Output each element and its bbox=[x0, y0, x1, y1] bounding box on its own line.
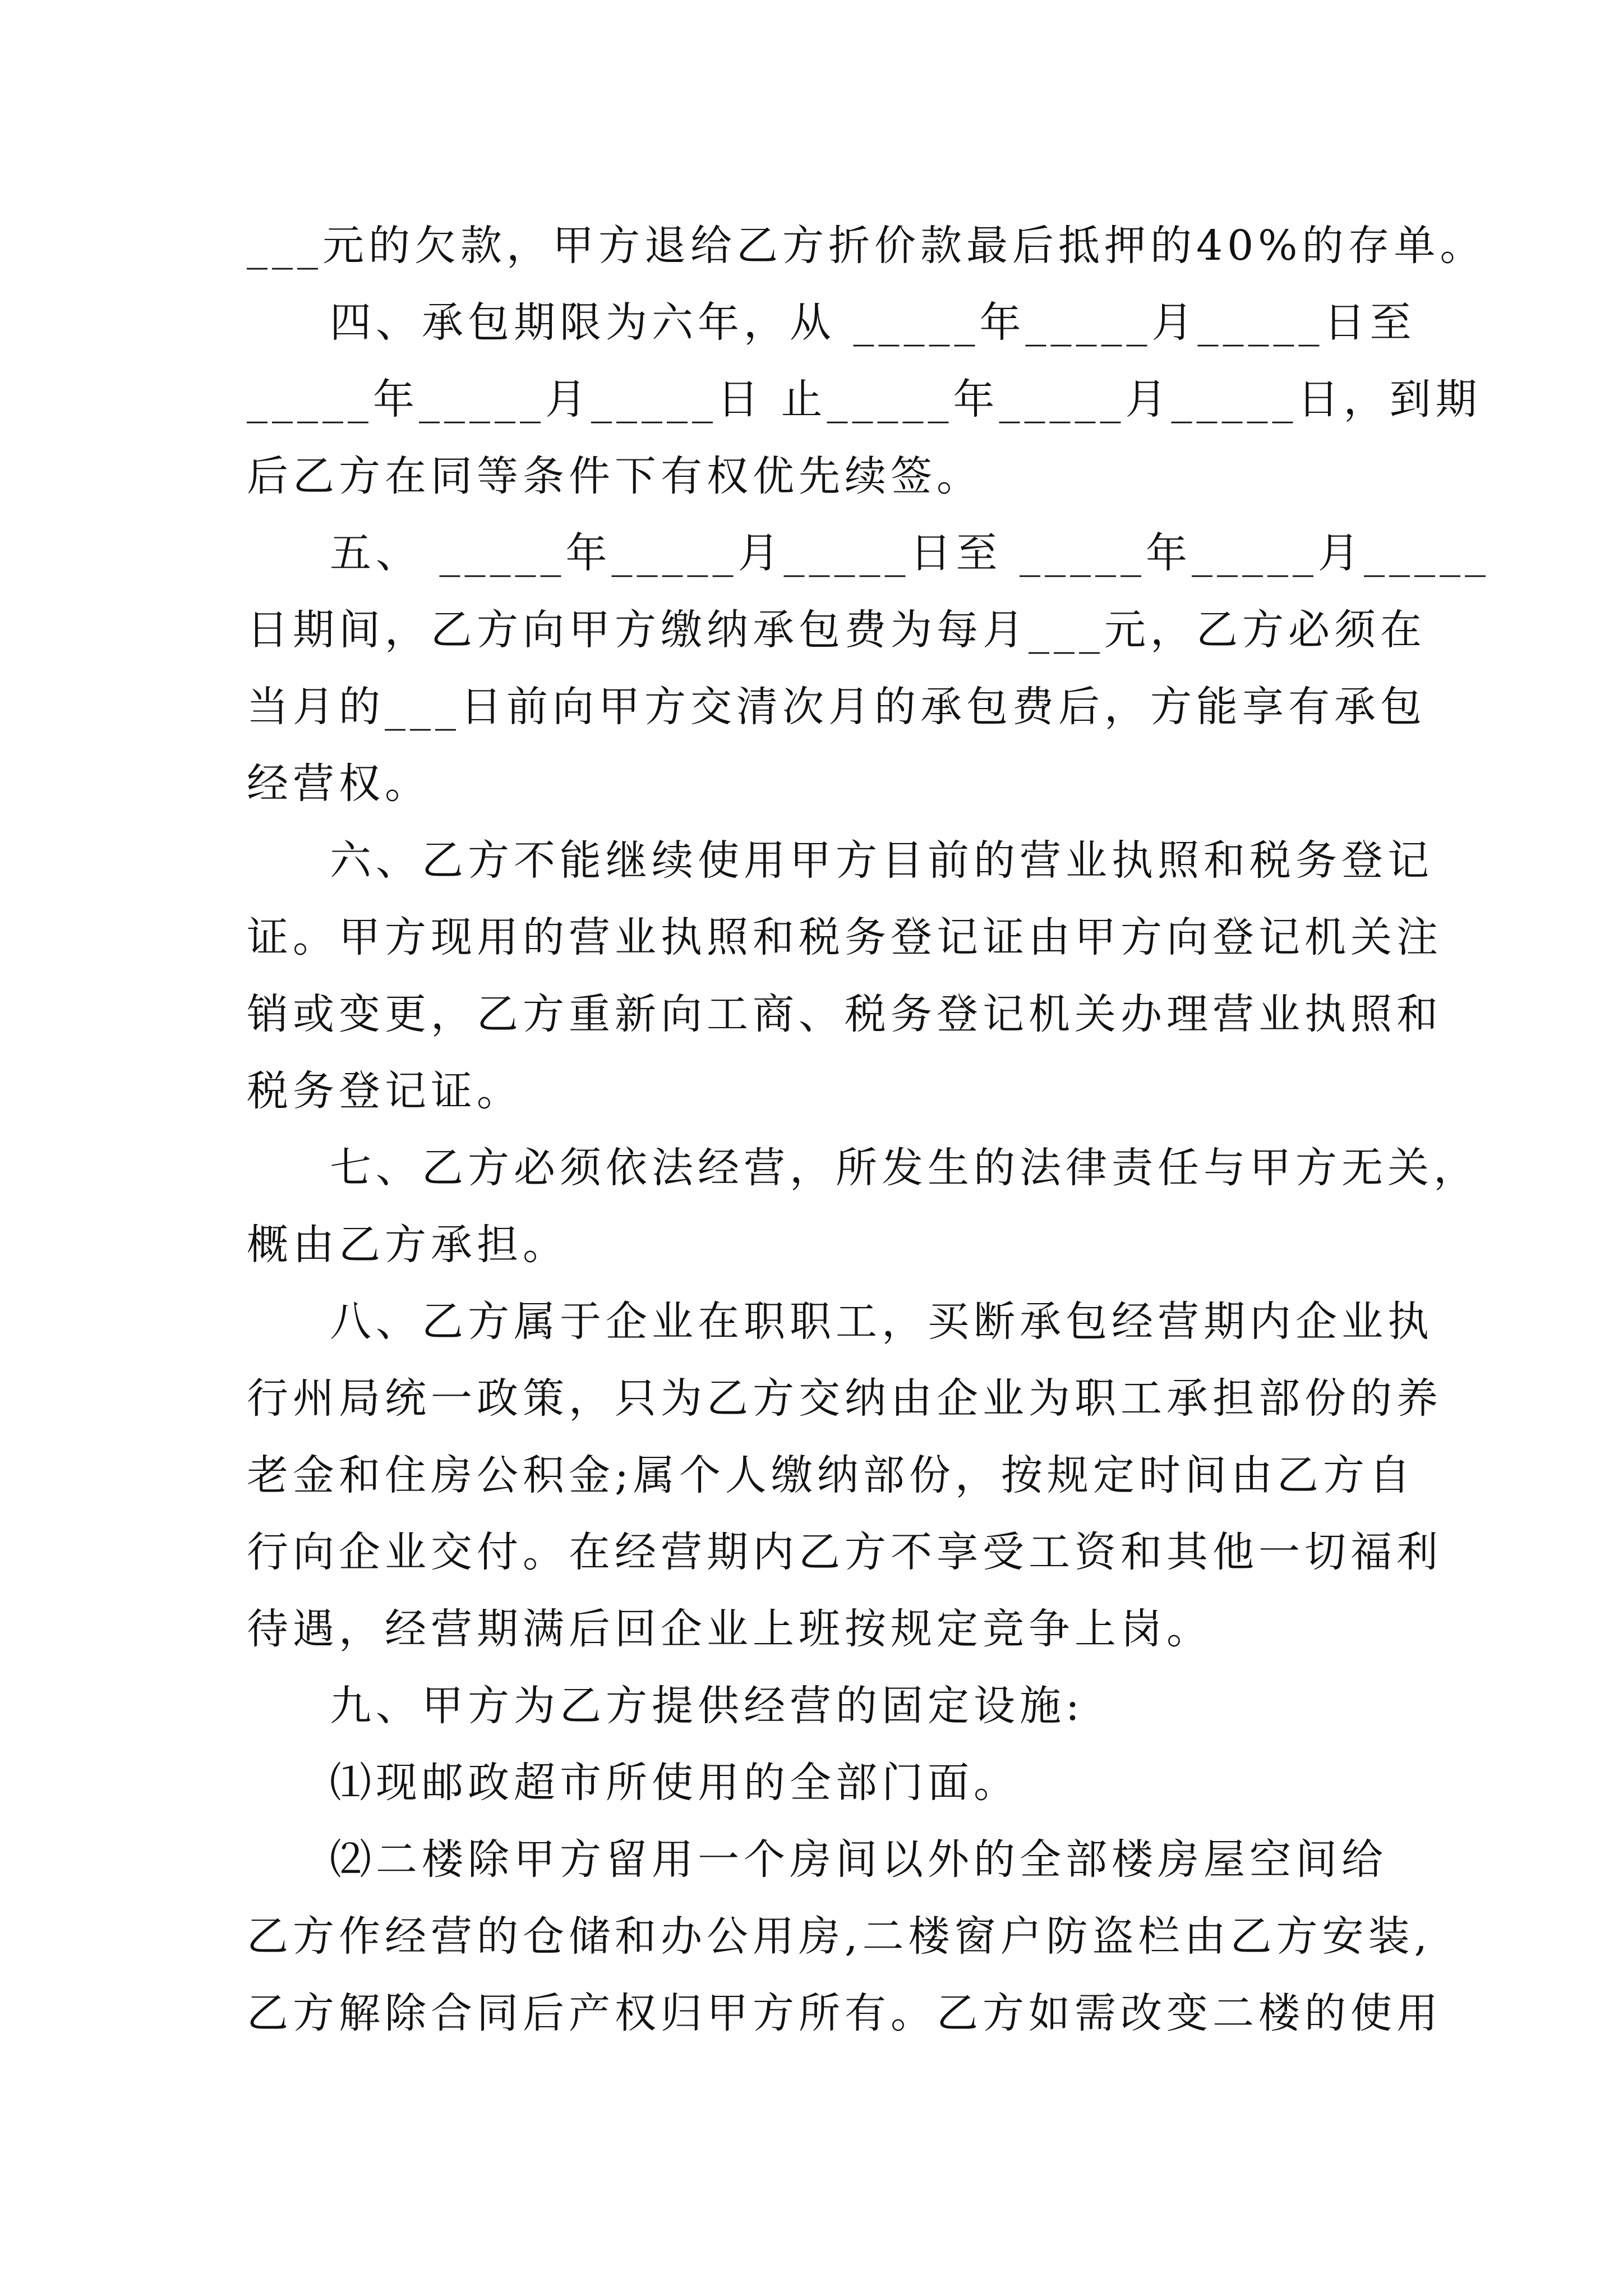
text-line: 六、乙方不能继续使用甲方目前的营业执照和税务登记 bbox=[330, 836, 1433, 885]
text-line: 九、甲方为乙方提供经营的固定设施: bbox=[330, 1682, 1084, 1730]
text-line: ⑴现邮政超市所使用的全部门面。 bbox=[330, 1759, 1020, 1807]
text-line: ⑵二楼除甲方留用一个房间以外的全部楼房屋空间给 bbox=[330, 1835, 1387, 1884]
text-line: 待遇，经营期满后回企业上班按规定竞争上岗。 bbox=[247, 1605, 1212, 1653]
text-line: 行州局统一政策，只为乙方交纳由企业为职工承担部份的养 bbox=[247, 1374, 1442, 1423]
text-line: 四、承包期限为六年，从 _____年_____月_____日至 bbox=[330, 298, 1416, 347]
text-line: 乙方作经营的仓储和办公用房,二楼窗户防盗栏由乙方安装, bbox=[247, 1912, 1432, 1961]
text-line: 后乙方在同等条件下有权优先续签。 bbox=[247, 452, 983, 500]
text-line: 当月的___日前向甲方交清次月的承包费后，方能享有承包 bbox=[247, 683, 1426, 731]
text-line: 概由乙方承担。 bbox=[247, 1221, 569, 1269]
text-line: 七、乙方必须依法经营，所发生的法律责任与甲方无关， bbox=[330, 1144, 1479, 1192]
text-line: 经营权。 bbox=[247, 760, 431, 808]
text-line: 八、乙方属于企业在职职工，买断承包经营期内企业执 bbox=[330, 1297, 1433, 1346]
text-line: 老金和住房公积金;属个人缴纳部份，按规定时间由乙方自 bbox=[247, 1451, 1415, 1499]
text-line: _____年_____月_____日 止_____年_____月_____日，到期 bbox=[247, 375, 1482, 424]
text-line: 行向企业交付。在经营期内乙方不享受工资和其他一切福利 bbox=[247, 1528, 1442, 1576]
text-line: 证。甲方现用的营业执照和税务登记证由甲方向登记机关注 bbox=[247, 913, 1442, 961]
text-line: 日期间，乙方向甲方缴纳承包费为每月___元，乙方必须在 bbox=[247, 606, 1426, 654]
text-line: ___元的欠款，甲方退给乙方折价款最后抵押的40%的存单。 bbox=[247, 222, 1486, 270]
text-line: 税务登记证。 bbox=[247, 1067, 523, 1115]
document-body bbox=[247, 208, 1491, 2052]
text-line: 五、 _____年_____月_____日至 _____年_____月_____ bbox=[330, 529, 1491, 577]
text-line: 乙方解除合同后产权归甲方所有。乙方如需改变二楼的使用 bbox=[247, 1989, 1442, 2037]
text-line: 销或变更，乙方重新向工商、税务登记机关办理营业执照和 bbox=[247, 990, 1442, 1038]
